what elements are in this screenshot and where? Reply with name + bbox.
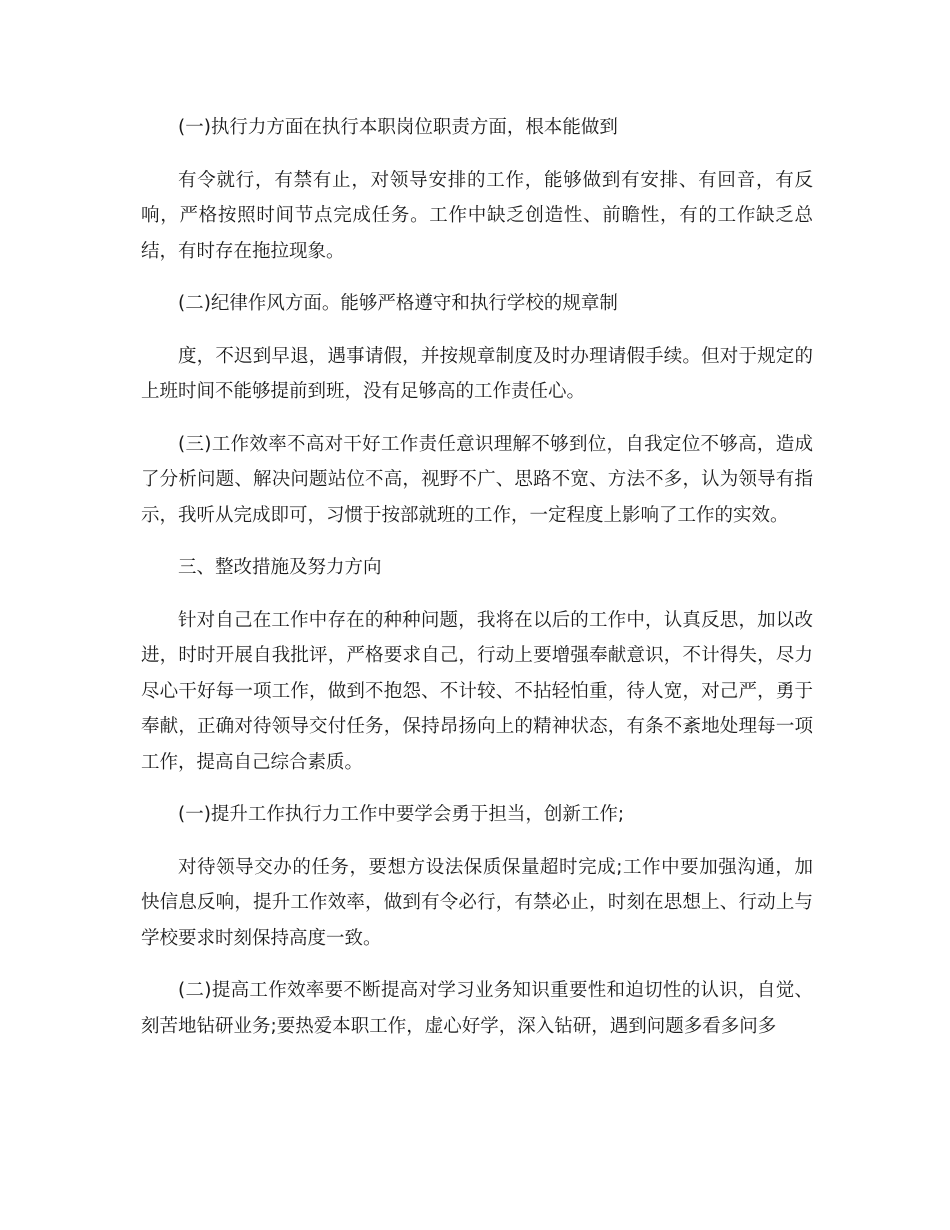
section-heading-measures: 三、整改措施及努力方向 (178, 557, 382, 578)
paragraph-efficiency: (三)工作效率不高对干好工作责任意识理解不够到位，自我定位不够高，造成了分析问题、解决问题站位不高，视野不广、思路不宽、方法不多，认为领导有指示，我听从完成即可，习惯于按部就班的工作，一定程度上影响了工作的实效。 (141, 433, 813, 526)
paragraph-improve-execution-body: 对待领导交办的任务，要想方设法保质保量超时完成;工作中要加强沟通，加快信息反响，提升工作效率，做到有令必行，有禁必止，时刻在思想上、行动上与学校要求时刻保持高度一致。 (141, 856, 813, 949)
paragraph-discipline-heading: (二)纪律作风方面。能够严格遵守和执行学校的规章制 (178, 293, 618, 314)
paragraph-execution-body: 有令就行，有禁有止，对领导安排的工作，能够做到有安排、有回音，有反响，严格按照时间节点完成任务。工作中缺乏创造性、前瞻性，有的工作缺乏总结，有时存在拖拉现象。 (141, 169, 813, 262)
paragraph-execution-heading: (一)执行力方面在执行本职岗位职责方面，根本能做到 (178, 117, 618, 138)
paragraph-discipline-body: 度，不迟到早退，遇事请假，并按规章制度及时办理请假手续。但对于规定的上班时间不能够提前到班，没有足够高的工作责任心。 (141, 345, 813, 402)
paragraph-measures-body: 针对自己在工作中存在的种种问题，我将在以后的工作中，认真反思，加以改进，时时开展自我批评，严格要求自己，行动上要增强奉献意识，不计得失，尽力尽心干好每一项工作，做到不抱怨、不计较、不拈轻怕重，待人宽，对己严，勇于奉献，正确对待领导交付任务，保持昂扬向上的精神状态，有条不紊地处理每一项工作，提高自己综合素质。 (141, 609, 813, 773)
paragraph-improve-execution-heading: (一)提升工作执行力工作中要学会勇于担当，创新工作; (178, 804, 625, 825)
document-body (141, 110, 813, 1061)
paragraph-improve-efficiency: (二)提高工作效率要不断提高对学习业务知识重要性和迫切性的认识，自觉、刻苦地钻研业务;要热爱本职工作，虚心好学，深入钻研，遇到问题多看多问多 (141, 980, 813, 1037)
